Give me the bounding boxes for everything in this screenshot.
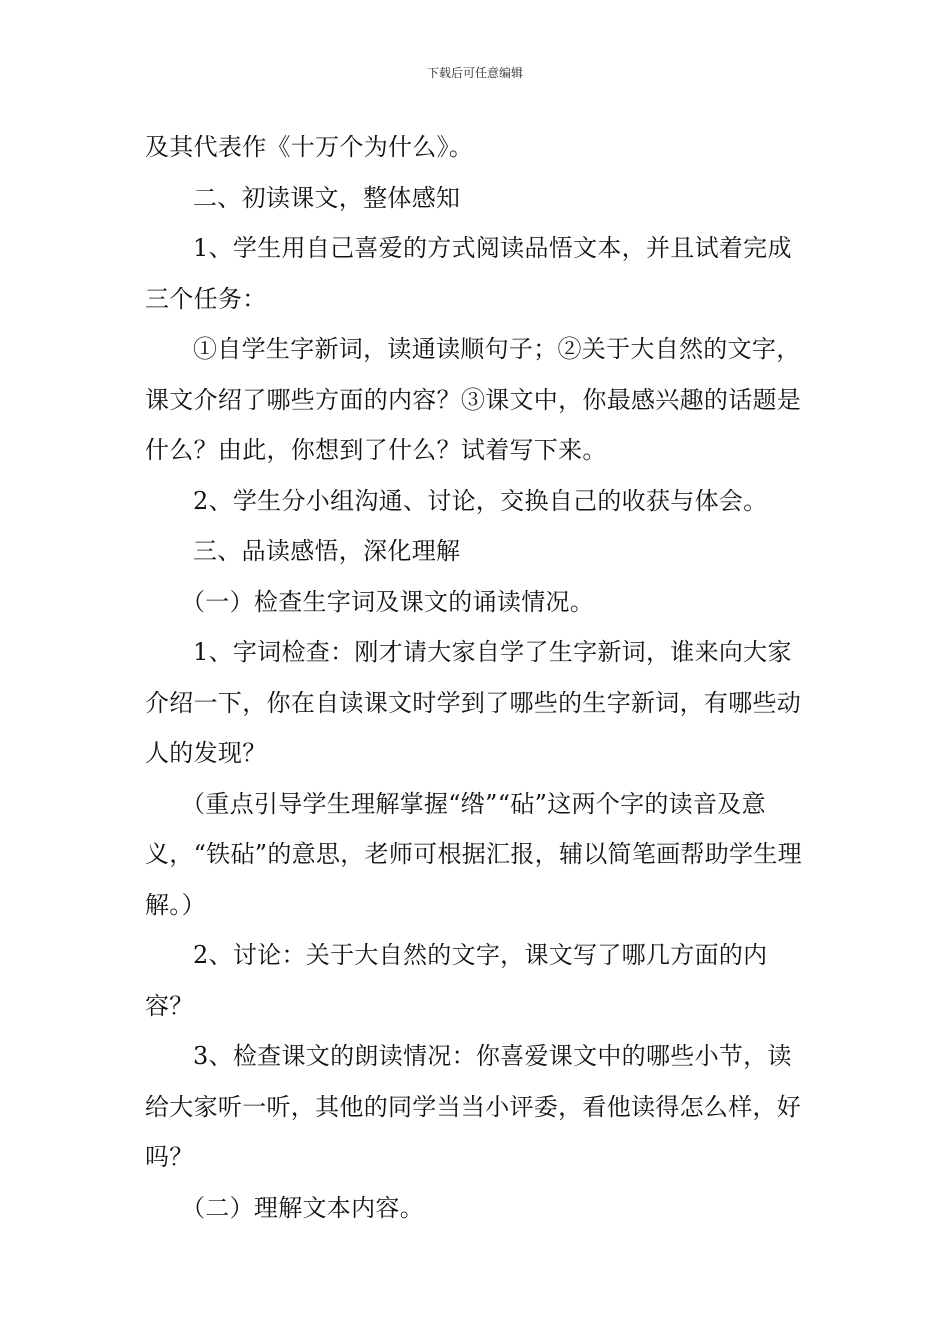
subsection-heading-2: （二）理解文本内容。 bbox=[181, 1193, 424, 1222]
paragraph-8: 1、字词检查：刚才请大家自学了生字新词，谁来向大家介绍一下，你在自读课文时学到了哪些的生字新词，有哪些动人的发现？ bbox=[145, 638, 802, 767]
section-heading-3: 三、品读感悟，深化理解 bbox=[193, 537, 461, 565]
paragraph-5: 2、学生分小组沟通、讨论，交换自己的收获与体会。 bbox=[193, 486, 768, 515]
paragraph-10: 2、讨论：关于大自然的文字，课文写了哪几方面的内容？ bbox=[145, 941, 768, 1020]
document-body bbox=[145, 122, 810, 1233]
paragraph-3: 1、学生用自己喜爱的方式阅读品悟文本，并且试着完成三个任务： bbox=[145, 234, 792, 313]
paragraph-4: ①自学生字新词，读通读顺句子；②关于大自然的文字，课文介绍了哪些方面的内容？③课文中，你最感兴趣的话题是什么？由此，你想到了什么？试着写下来。 bbox=[145, 335, 802, 464]
subsection-heading-1: （一）检查生字词及课文的诵读情况。 bbox=[181, 587, 595, 616]
page-header: 下载后可任意编辑 bbox=[426, 66, 523, 80]
section-heading-2: 二、初读课文，整体感知 bbox=[193, 183, 461, 212]
paragraph-11: 3、检查课文的朗读情况：你喜爱课文中的哪些小节，读给大家听一听，其他的同学当当小评委，看他读得怎么样，好吗？ bbox=[145, 1042, 802, 1171]
paragraph-1: 及其代表作《十万个为什么》。 bbox=[145, 133, 474, 161]
paragraph-9-note: （重点引导学生理解掌握“绺”“砧”这两个字的读音及意义，“铁砧”的意思，老师可根据汇报，辅以简笔画帮助学生理解。） bbox=[145, 789, 802, 919]
